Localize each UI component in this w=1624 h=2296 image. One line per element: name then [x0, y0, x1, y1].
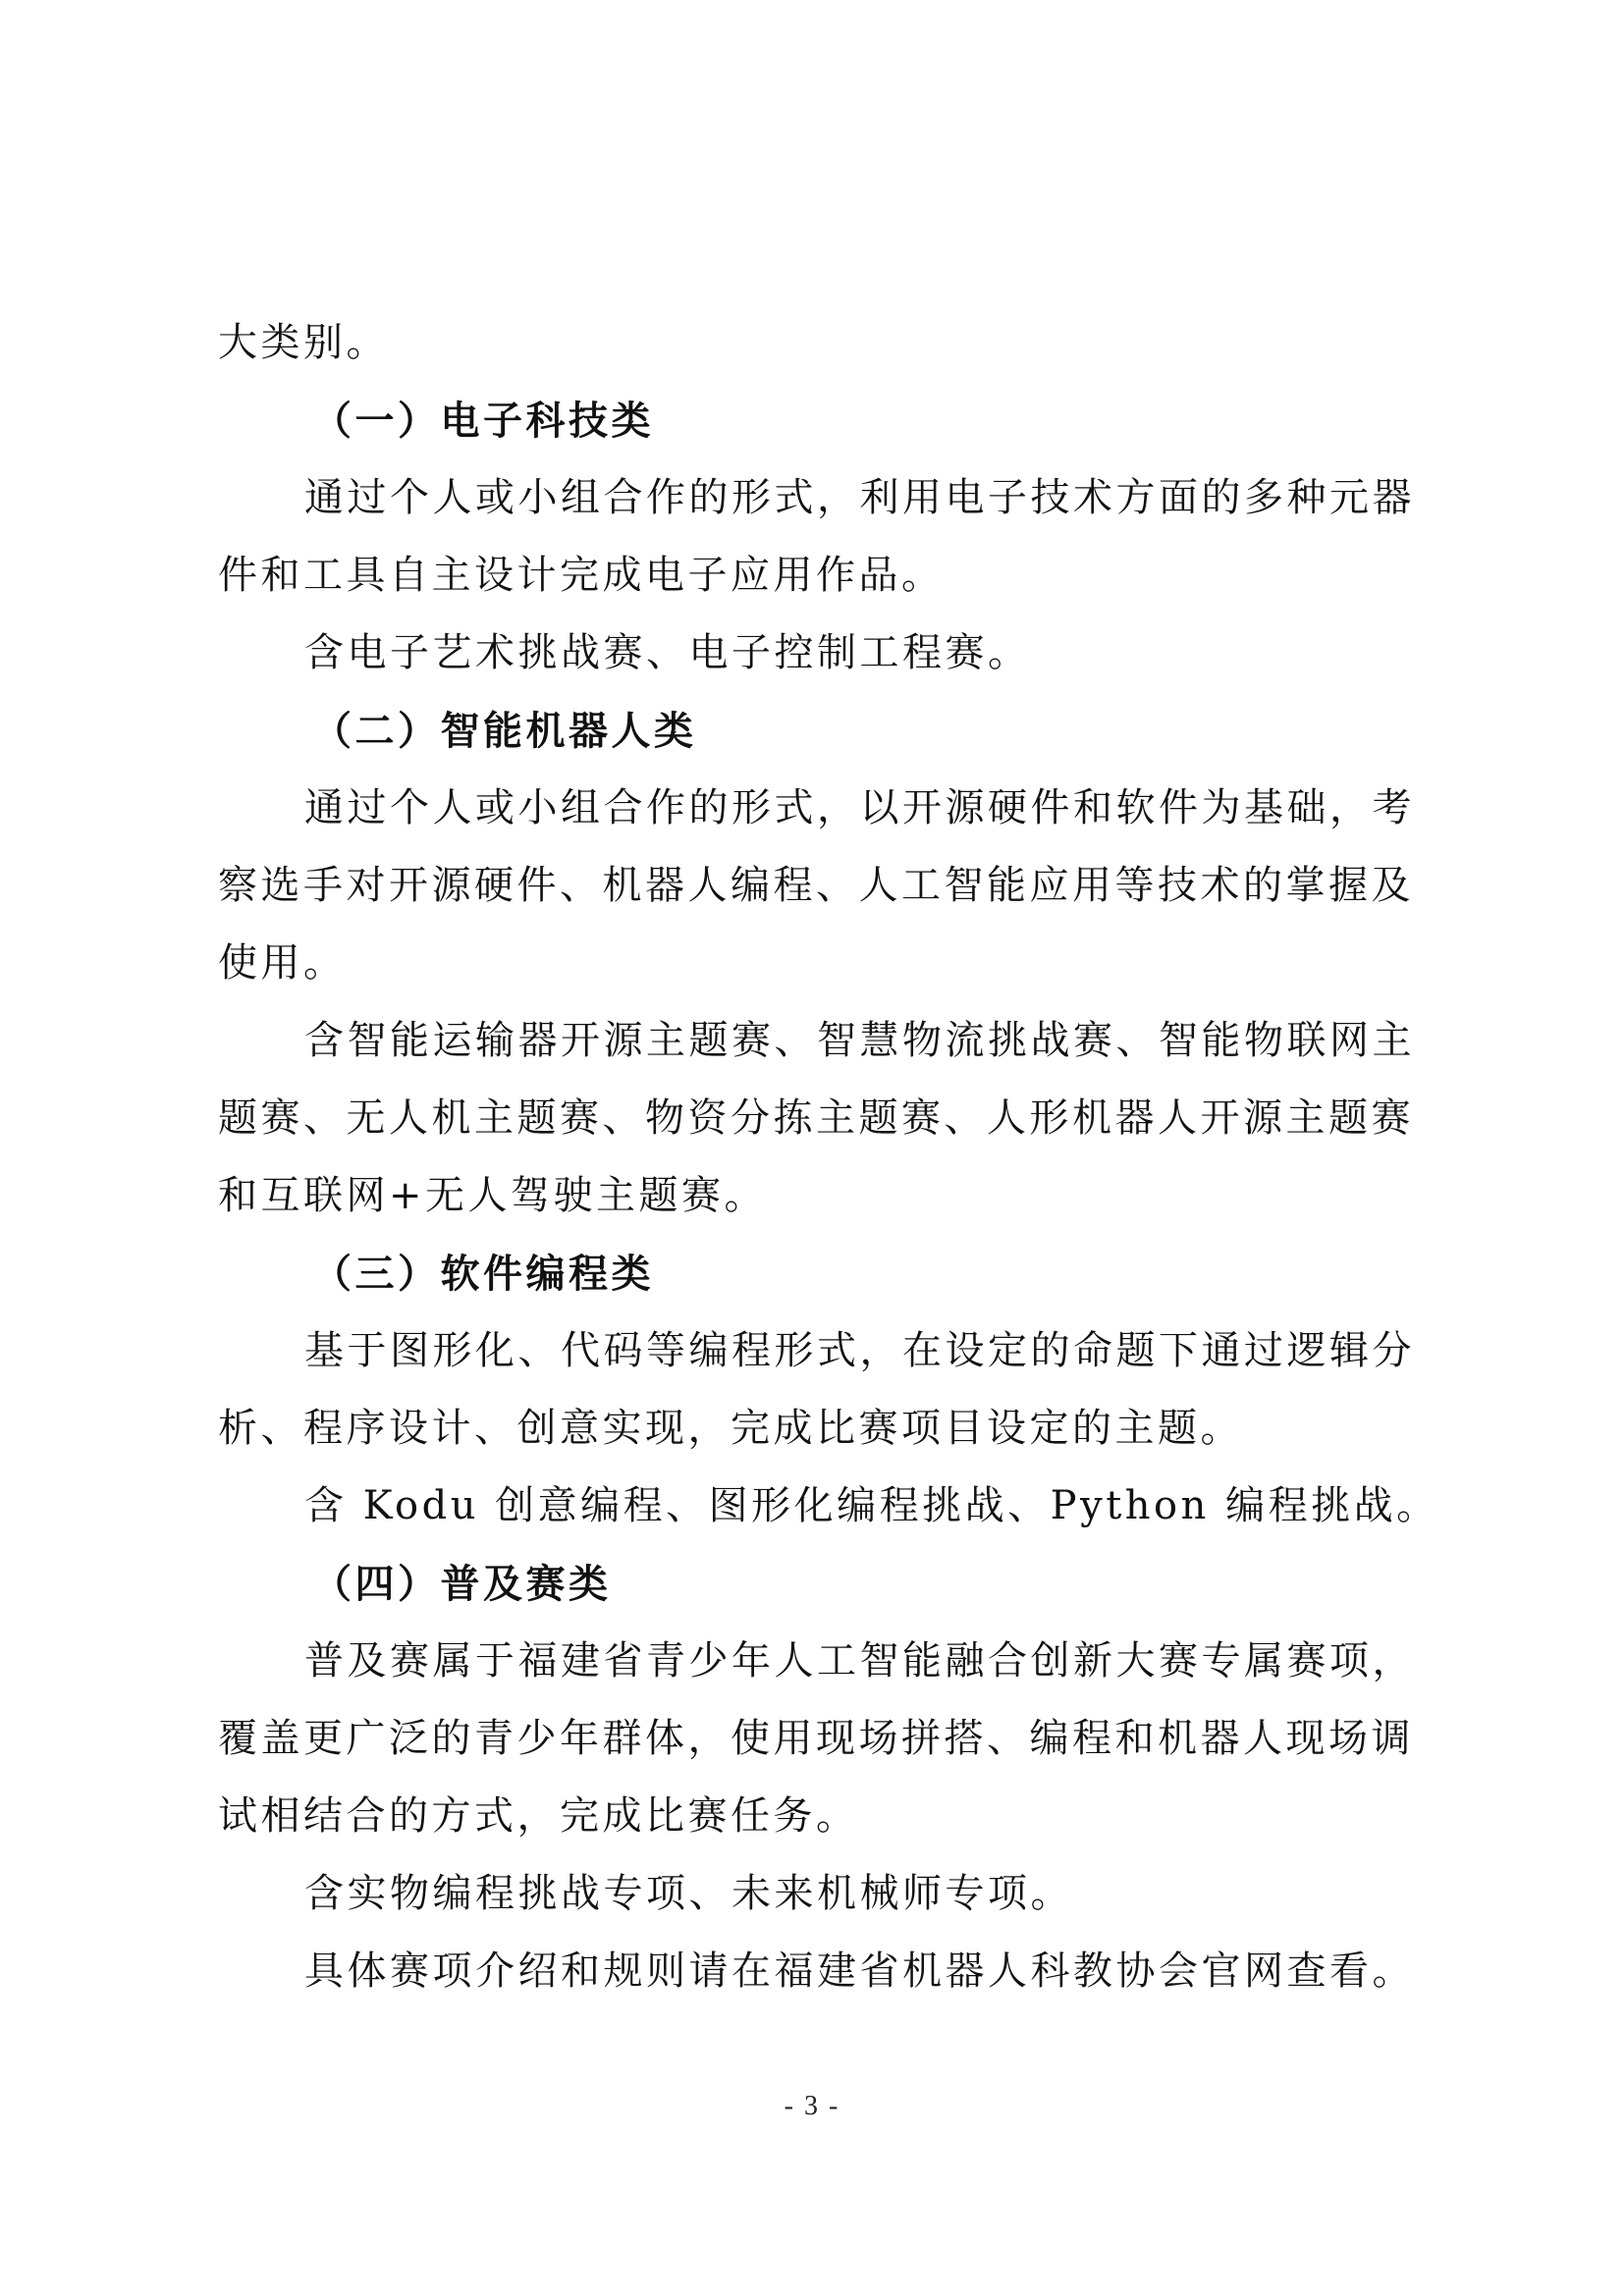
body-line: 大类别。 [218, 320, 389, 365]
section-heading-robotics: （二）智能机器人类 [312, 708, 697, 754]
paragraph-line: 含智能运输器开源主题赛、智慧物流挑战赛、智能物联网主 [304, 1018, 1415, 1063]
page-number: - 3 - [784, 2091, 840, 2121]
paragraph-line: 普及赛属于福建省青少年人工智能融合创新大赛专属赛项， [304, 1638, 1415, 1683]
paragraph-line: 使用。 [218, 940, 347, 986]
paragraph-line: 通过个人或小组合作的形式，以开源硬件和软件为基础，考 [304, 785, 1415, 830]
paragraph-line: 含 Kodu 创意编程、图形化编程挑战、Python 编程挑战。 [304, 1483, 1439, 1528]
paragraph-line: 题赛、无人机主题赛、物资分拣主题赛、人形机器人开源主题赛 [218, 1095, 1414, 1141]
paragraph-line: 含电子艺术挑战赛、电子控制工程赛。 [304, 630, 1031, 675]
document-body [218, 304, 1439, 2010]
paragraph-line: 和互联网+无人驾驶主题赛。 [218, 1173, 768, 1218]
paragraph-line: 具体赛项介绍和规则请在福建省机器人科教协会官网查看。 [304, 1949, 1415, 1994]
paragraph-line: 通过个人或小组合作的形式，利用电子技术方面的多种元器 [304, 475, 1415, 520]
section-heading-software: （三）软件编程类 [312, 1251, 654, 1297]
paragraph-line: 含实物编程挑战专项、未来机械师专项。 [304, 1871, 1073, 1916]
paragraph-line: 覆盖更广泛的青少年群体，使用现场拼搭、编程和机器人现场调 [218, 1716, 1414, 1761]
paragraph-line: 察选手对开源硬件、机器人编程、人工智能应用等技术的掌握及 [218, 863, 1414, 908]
paragraph-line: 件和工具自主设计完成电子应用作品。 [218, 553, 945, 598]
section-heading-electronics: （一）电子科技类 [312, 398, 654, 444]
paragraph-line: 试相结合的方式，完成比赛任务。 [218, 1793, 859, 1839]
section-heading-general: （四）普及赛类 [312, 1561, 612, 1607]
paragraph-line: 基于图形化、代码等编程形式，在设定的命题下通过逻辑分 [304, 1328, 1415, 1373]
paragraph-line: 析、程序设计、创意实现，完成比赛项目设定的主题。 [218, 1406, 1243, 1451]
